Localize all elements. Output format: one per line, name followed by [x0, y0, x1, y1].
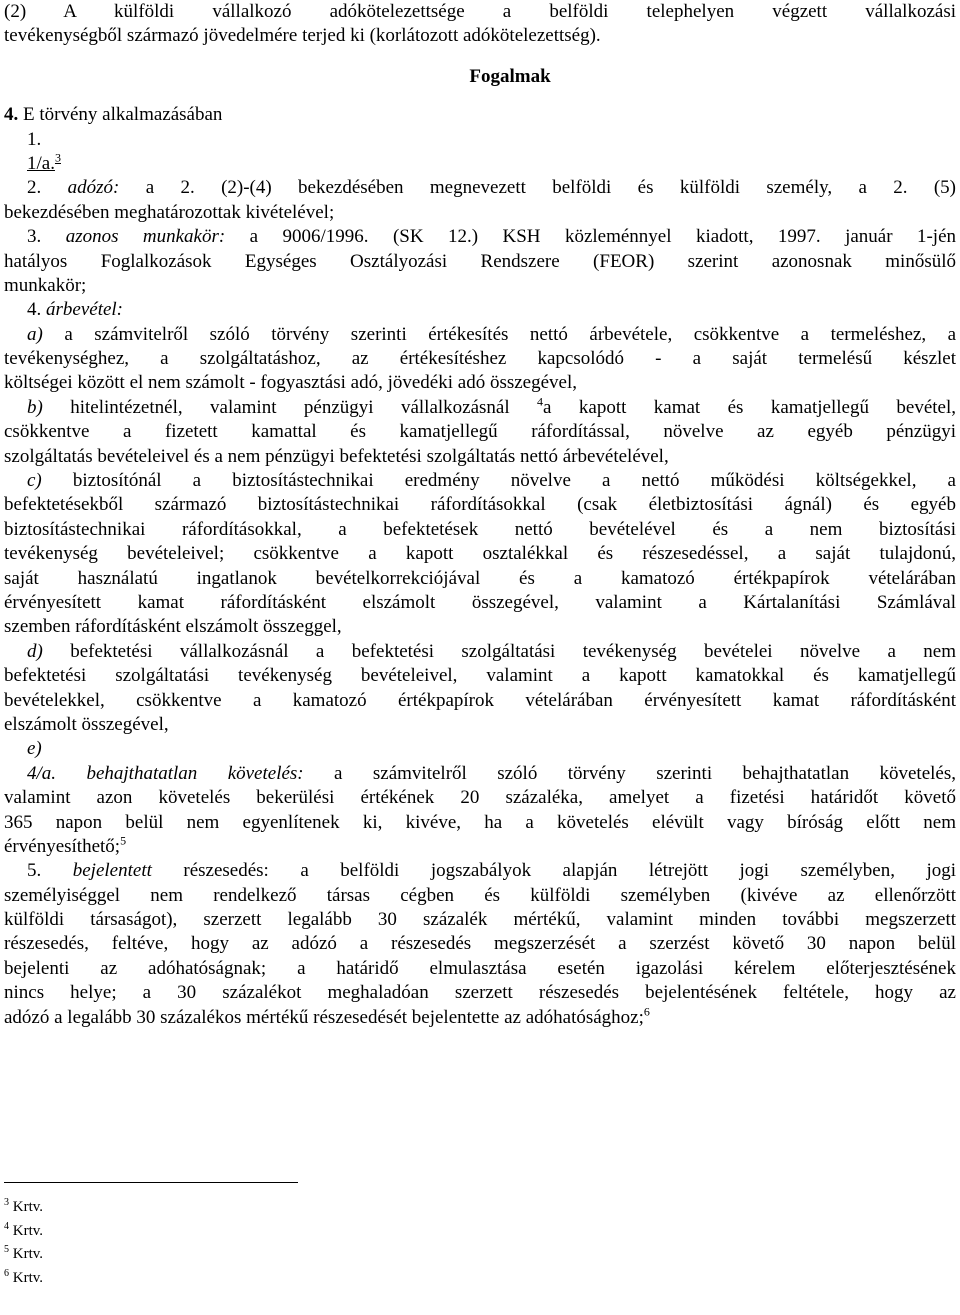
- point-1: 1.: [27, 128, 42, 150]
- paragraph-2: [4, 0, 956, 49]
- point-5: [4, 859, 956, 1030]
- footnote-number: 5: [4, 1244, 9, 1255]
- footnote-divider: [4, 1182, 298, 1183]
- point-4-line: [4, 298, 956, 322]
- point-4a-line: tevékenységhez, a szolgáltatáshoz, az értékesítéshez kapcsolódó - a saját termelésű készlet: [4, 348, 956, 370]
- footnote-item: [4, 1196, 43, 1220]
- point-4-a-line: valamint azon követelés bekerülési értékének 20 százaléka, amelyet a fizetési határidőt követő: [4, 787, 956, 809]
- point-4: [4, 298, 956, 761]
- point-4b-label: b): [27, 396, 43, 418]
- point-5-text: adózó a legalább 30 százalékos mértékű részesedését bejelentette az adóhatósághoz;: [4, 1006, 644, 1028]
- point-4b-line: [4, 396, 956, 420]
- point-2: [4, 176, 956, 225]
- section-4-text: E törvény alkalmazásában: [23, 104, 223, 126]
- point-5-line: [4, 859, 956, 883]
- footnote-ref-6: 6: [643, 1004, 650, 1019]
- point-3-number: 3.: [27, 226, 66, 248]
- footnote-text: Krtv.: [9, 1222, 44, 1239]
- footnote-text: Krtv.: [9, 1246, 44, 1262]
- point-4-a-line: [4, 835, 956, 859]
- point-1a: [4, 152, 956, 176]
- point-5-line: külföldi társaságot), szerzett legalább 30 százalék mértékű, valamint minden további megszerzett: [4, 909, 956, 931]
- point-5-term: bejelentett: [72, 860, 152, 882]
- point-2-text: a 2. (2)-(4) bekezdésében megnevezett belföldi és külföldi személy, a 2. (5): [119, 177, 957, 199]
- point-5-line: bejelenti az adóhatóságnak; a határidő elmulasztása esetén igazolási kérelem előterjesztésének: [4, 957, 956, 979]
- point-4-number: 4.: [27, 299, 46, 321]
- point-3-line: hatályos Foglalkozások Egységes Osztályozási Rendszere (FEOR) szerint azonosnak minősülő: [4, 250, 956, 272]
- footnote-item: [4, 1220, 43, 1244]
- point-4-term: árbevétel:: [46, 299, 124, 321]
- point-4b-text: a kapott kamat és kamatjellegű bevétel,: [543, 396, 956, 418]
- point-5-line: személyiséggel nem rendelkező társas cégben és külföldi személyben (kivéve az ellenőrzött: [4, 884, 956, 906]
- point-4-a-line: 365 napon belül nem egyenlítenek ki, kivéve, ha a követelés elévült vagy bíróság előtt nem: [4, 811, 956, 833]
- point-4c-line: [4, 469, 956, 493]
- point-4c-line: tevékenység bevételeivel; csökkentve a kapott osztalékkal és részesedéssel, a saját tulajdonú,: [4, 543, 956, 565]
- footnote-ref-4: 4: [537, 394, 544, 409]
- point-5-number: 5.: [27, 860, 73, 882]
- point-4d-line: [4, 640, 956, 664]
- document-page: [4, 0, 956, 1030]
- point-3-text: a 9006/1996. (SK 12.) KSH közleménnyel kiadott, 1997. január 1-jén: [225, 226, 957, 248]
- point-4-a-text: érvényesíthető;: [4, 835, 121, 857]
- point-4c-line: érvényesített kamat ráfordításként elszámolt összegével, valamint a Kártalanítási Számlával: [4, 591, 956, 613]
- footnote-item: [4, 1267, 43, 1291]
- point-4b-line: szolgáltatás bevételeivel és a nem pénzügyi befektetési szolgáltatás nettó árbevételével,: [4, 445, 669, 467]
- point-5-line: nincs helye; a 30 százalékot meghaladóan szerzett részesedés bejelentésének feltétele, hogy az: [4, 982, 956, 1004]
- point-4-a-line: [4, 762, 956, 786]
- point-5-line: [4, 1006, 956, 1030]
- footnote-ref-5: 5: [120, 833, 127, 848]
- point-3-line: munkakör;: [4, 274, 87, 296]
- footnote-ref-3[interactable]: 3: [54, 150, 61, 165]
- point-4d-label: d): [27, 640, 43, 662]
- footnotes: [4, 1196, 43, 1290]
- point-4c-line: befektetésekből származó biztosítástechnikai ráfordításokkal (csak életbiztosítási ágnál) és egyéb: [4, 494, 956, 516]
- section-heading: Fogalmak: [469, 65, 551, 87]
- point-5-line: részesedés, feltéve, hogy az adózó a részesedés megszerzését a szerzést követő 30 napon belül: [4, 933, 956, 955]
- point-4e-line: [4, 737, 956, 761]
- footnote-number: 3: [4, 1197, 9, 1208]
- point-4-a-term: behajthatatlan követelés:: [86, 762, 304, 784]
- section-4-intro: [4, 103, 956, 127]
- point-1a-link[interactable]: 1/a.: [27, 152, 55, 174]
- point-4a-text: a számvitelről szóló törvény szerinti értékesítés nettó árbevétele, csökkentve a termeléshez, a: [42, 323, 956, 345]
- point-4e-label: e): [27, 738, 42, 760]
- footnote-text: Krtv.: [9, 1199, 44, 1215]
- point-2-line: bekezdésében meghatározottak kivételével;: [4, 201, 335, 223]
- point-4c-line: szemben ráfordításként elszámolt összeggel,: [4, 616, 342, 638]
- paragraph-2-line: (2) A külföldi vállalkozó adókötelezettsége a belföldi telephelyen végzett vállalkozási: [4, 1, 956, 22]
- point-3-term: azonos munkakör:: [65, 226, 226, 248]
- footnote-item: [4, 1243, 43, 1267]
- point-2-line: [4, 176, 956, 200]
- point-4c-line: saját használatú ingatlanok bevételkorrekciójával és a kamatozó értékpapírok vételárában: [4, 567, 956, 589]
- point-4b-line: csökkentve a fizetett kamattal és kamatjellegű ráfordítással, növelve az egyéb pénzügyi: [4, 421, 956, 443]
- point-4a-label: a): [27, 323, 43, 345]
- point-4-a-number: 4/a.: [27, 762, 87, 784]
- footnote-number: 6: [4, 1267, 9, 1279]
- point-4d-text: befektetési vállalkozásnál a befektetési szolgáltatási tevékenység bevételei növelve a nem: [42, 640, 956, 662]
- footnote-number: 4: [4, 1220, 9, 1232]
- point-4a-line: költségei között el nem számolt - fogyasztási adó, jövedéki adó összegével,: [4, 372, 577, 394]
- point-4a-line: [4, 323, 956, 347]
- point-3-line: [4, 225, 956, 249]
- paragraph-2-line: tevékenységből származó jövedelmére terjed ki (korlátozott adókötelezettség).: [4, 25, 601, 47]
- point-5-text: részesedés: a belföldi jogszabályok alapján létrejött jogi személyben, jogi: [151, 860, 957, 882]
- point-4-a: [4, 762, 956, 860]
- point-4-a-text: a számvitelről szóló törvény szerinti behajthatatlan követelés,: [303, 762, 956, 784]
- point-2-number: 2.: [27, 177, 68, 199]
- point-4b-text: hitelintézetnél, valamint pénzügyi vállalkozásnál: [42, 396, 538, 418]
- section-4-number: 4.: [4, 104, 19, 126]
- point-4d-line: befektetési szolgáltatási tevékenység bevételeivel, valamint a kapott kamatokkal és kamatjellegű: [4, 665, 956, 687]
- footnote-text: Krtv.: [9, 1269, 44, 1286]
- point-4d-line: bevételekkel, csökkentve a kamatozó értékpapírok vételárában érvényesített kamat ráfordításként: [4, 689, 956, 711]
- point-4d-line: elszámolt összegével,: [4, 713, 169, 735]
- point-4c-label: c): [27, 470, 42, 492]
- point-3: [4, 225, 956, 298]
- point-2-term: adózó:: [67, 177, 120, 199]
- point-4c-line: biztosítástechnikai ráfordításokkal, a befektetések nettó bevételével és a nem biztosítási: [4, 518, 956, 540]
- point-4c-text: biztosítónál a biztosítástechnikai eredmény növelve a nettó működési költségekkel, a: [41, 470, 956, 492]
